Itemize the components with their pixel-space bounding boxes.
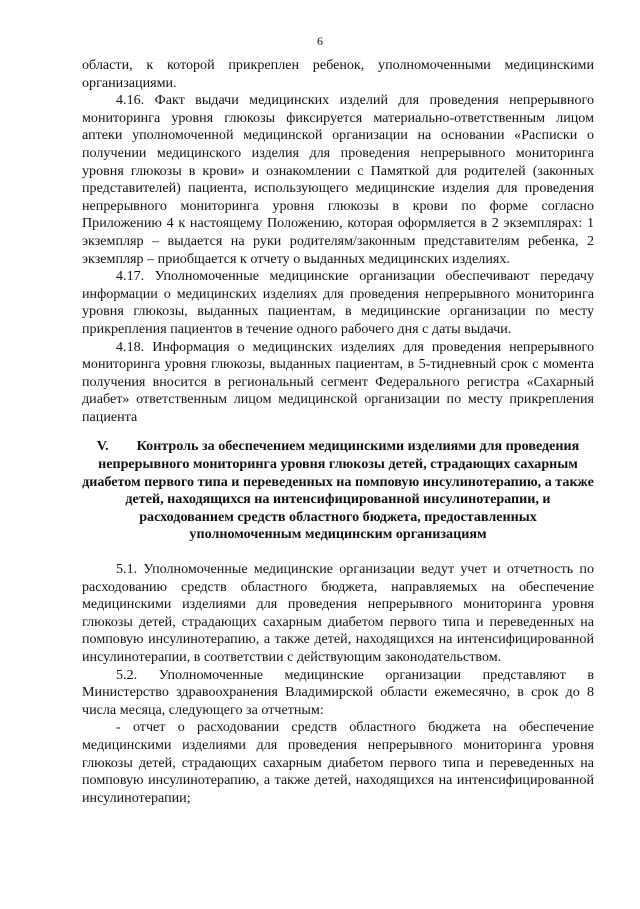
document-body (82, 57, 594, 807)
paragraph-5-2-item: - отчет о расходовании средств областного бюджета на обеспечение медицинскими изделиями для проведения непрерывного мониторинга уровня глюкозы детей, страдающих сахарным диабетом первого типа и переведенных на помповую инсулинотерапию, а также детей, находящихся на интенсифицированной инсулинотерапии; (82, 719, 594, 806)
section-heading (82, 438, 594, 544)
paragraph-5-2: 5.2. Уполномоченные медицинские организации представляют в Министерство здравоохранения Владимирской области ежемесячно, в срок до 8 числа месяца, следующего за отчетным: (82, 666, 594, 718)
paragraph-4-16: 4.16. Факт выдачи медицинских изделий для проведения непрерывного мониторинга уровня глюкозы фиксируется материально-ответственным лицом аптеки уполномоченной медицинской организации на основании «Расписки о получении медицинского изделия для проведения непрерывного мониторинга уровня глюкозы в крови» и ознакомлении с Памяткой для родителей (законных представителей) пациента, использующего медицинские изделия для проведения непрерывного мониторинга уровня глюкозы в крови по форме согласно Приложению 4 к настоящему Положению, которая оформляется в 2 экземплярах: 1 экземпляр – выдается на руки родителям/законным представителям ребенка, 2 экземпляр – приобщается к отчету о выданных медицинских изделиях. (82, 92, 594, 267)
paragraph-continuation: области, к которой прикреплен ребенок, уполномоченными медицинскими организациями. (82, 57, 594, 91)
paragraph-4-17: 4.17. Уполномоченные медицинские организации обеспечивают передачу информации о медицинских изделиях для проведения непрерывного мониторинга уровня глюкозы, выданных пациентам, в медицинские организации по месту прикрепления пациентов в течение одного рабочего дня с даты выдачи. (82, 268, 594, 337)
section-number: V. (96, 438, 109, 455)
page-number: 6 (317, 34, 323, 48)
paragraph-4-18: 4.18. Информация о медицинских изделиях для проведения непрерывного мониторинга уровня глюкозы, выданных пациентам, в 5-тидневный срок с момента получения вносится в региональный сегмент Федерального регистра «Сахарный диабет» ответственным лицом медицинской организации по месту прикрепления пациента (82, 338, 594, 425)
paragraph-5-1: 5.1. Уполномоченные медицинские организации ведут учет и отчетность по расходованию средств областного бюджета, направляемых на обеспечение медицинскими изделиями для проведения непрерывного мониторинга уровня глюкозы детей, страдающих сахарным диабетом первого типа и переведенных на помповую инсулинотерапию, а также детей, находящихся на интенсифицированной инсулинотерапии, в соответствии с действующим законодательством. (82, 561, 594, 665)
section-title: Контроль за обеспечением медицинскими изделиями для проведения непрерывного мониторинга уровня глюкозы детей, страдающих сахарным диабетом первого типа и переведенных на помповую инсулинотерапию, а также детей, находящихся на интенсифицированной инсулинотерапии, и расходованием средств областного бюджета, предоставленных уполномоченным медицинским организациям (82, 438, 594, 543)
